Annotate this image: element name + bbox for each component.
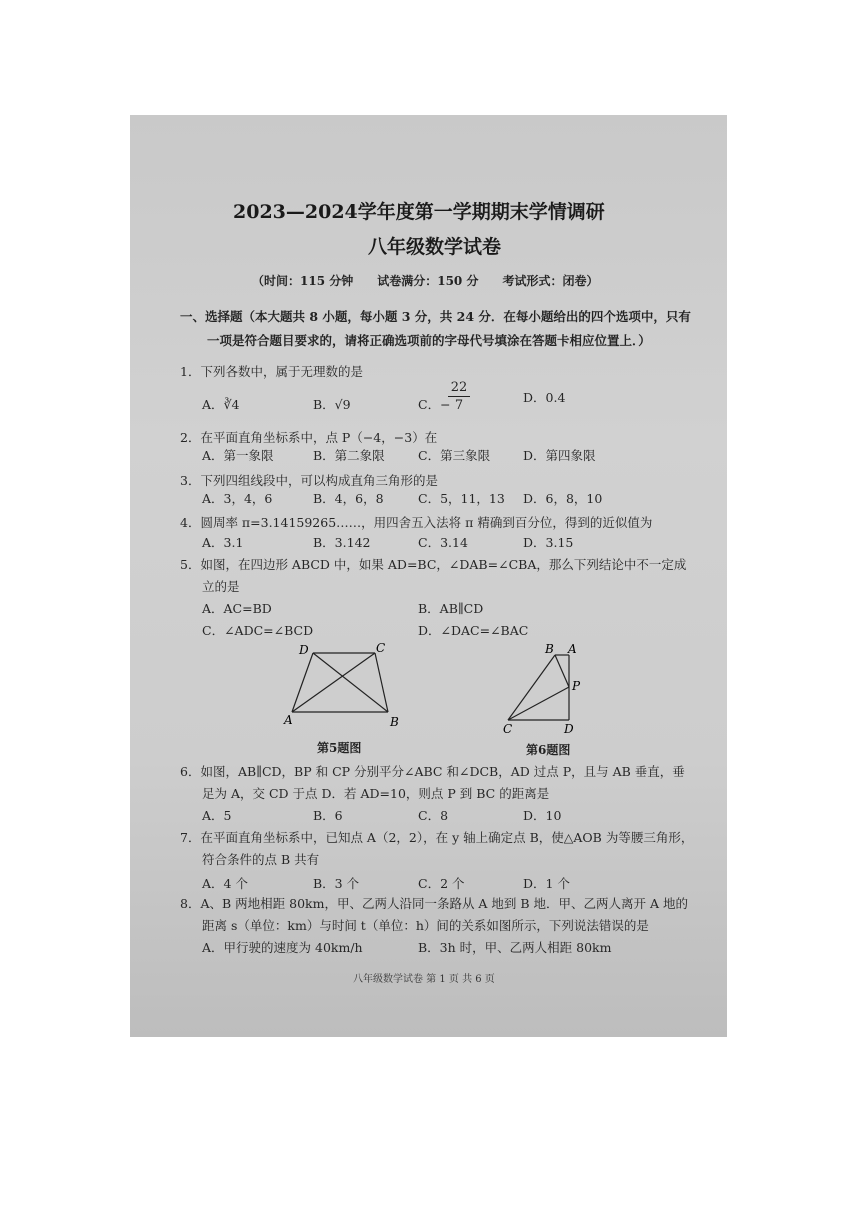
question-4-option-b: B．3.142	[313, 535, 371, 550]
question-6-option-a: A．5	[202, 808, 232, 823]
question-2-option-a: A．第一象限	[202, 448, 274, 463]
question-4-stem: 4．圆周率 π=3.14159265……，用四舍五入法将 π 精确到百分位，得到的近似值为	[180, 515, 653, 530]
fig5-label-b: B	[390, 715, 399, 729]
question-7-option-b: B．3 个	[313, 876, 360, 891]
question-7-stem-line-1: 7．在平面直角坐标系中，已知点 A（2，2），在 y 轴上确定点 B，使△AOB 为等腰三角形，	[180, 830, 694, 845]
question-7-option-d: D．1 个	[523, 876, 570, 891]
question-7-stem-line-2: 符合条件的点 B 共有	[202, 852, 320, 867]
question-3-option-c: C．5，11，13	[418, 491, 505, 506]
question-3-option-a: A．3，4，6	[202, 491, 273, 506]
fig6-label-a: A	[568, 642, 577, 656]
segment-bp	[555, 655, 569, 687]
fig5-label-c: C	[376, 641, 386, 655]
fig5-label-d: D	[299, 643, 309, 657]
question-4-option-a: A．3.1	[202, 535, 244, 550]
section-1-line-2: 一项是符合题目要求的，请将正确选项前的字母代号填涂在答题卡相应位置上．）	[207, 333, 651, 348]
question-5-stem-line-1: 5．如图，在四边形 ABCD 中，如果 AD=BC，∠DAB=∠CBA，那么下列结论中不一定成	[180, 557, 687, 572]
question-5-option-c: C．∠ADC=∠BCD	[202, 623, 314, 638]
question-6-option-d: D．10	[523, 808, 562, 823]
exam-info: （时间：115 分钟 试卷满分：150 分 考试形式：闭卷）	[252, 274, 599, 288]
question-4-option-d: D．3.15	[523, 535, 574, 550]
fig6-label-p: P	[572, 679, 581, 693]
segment-cp	[508, 687, 569, 720]
question-3-option-d: D．6，8，10	[523, 491, 603, 506]
segment-ad	[292, 653, 313, 712]
question-4-option-c: C．3.14	[418, 535, 468, 550]
question-6-option-b: B．6	[313, 808, 343, 823]
exam-title: 2023—2024学年度第一学期期末学情调研	[233, 201, 605, 223]
question-7-option-a: A．4 个	[202, 876, 248, 891]
diagonal-ac	[292, 653, 375, 712]
question-8-option-b: B．3h 时，甲、乙两人相距 80km	[418, 940, 612, 955]
question-1-option-b: B．√9	[313, 397, 351, 412]
question-2-option-b: B．第二象限	[313, 448, 385, 463]
question-6-stem-line-1: 6．如图，AB∥CD，BP 和 CP 分别平分∠ABC 和∠DCB，AD 过点 P，且与 AB 垂直，垂	[180, 764, 685, 779]
question-2-option-d: D．第四象限	[523, 448, 596, 463]
question-2-stem: 2．在平面直角坐标系中，点 P（−4，−3）在	[180, 430, 438, 445]
fig5-label-a: A	[284, 713, 293, 727]
figure-5-trapezoid	[280, 640, 400, 732]
page-footer: 八年级数学试卷 第 1 页 共 6 页	[353, 974, 495, 985]
fig6-label-b: B	[545, 642, 554, 656]
exam-subtitle: 八年级数学试卷	[368, 236, 502, 258]
question-8-stem-line-2: 距离 s（单位：km）与时间 t（单位：h）间的关系如图所示，下列说法错误的是	[202, 918, 649, 933]
figure-6-caption: 第6题图	[526, 743, 571, 757]
fraction-numerator: 22	[450, 380, 468, 395]
figure-5-caption: 第5题图	[317, 741, 362, 755]
fig6-label-c: C	[503, 722, 513, 736]
question-7-option-c: C．2 个	[418, 876, 465, 891]
question-5-option-d: D．∠DAC=∠BAC	[418, 623, 529, 638]
question-6-option-c: C．8	[418, 808, 449, 823]
question-3-stem: 3．下列四组线段中，可以构成直角三角形的是	[180, 473, 438, 488]
section-1-line-1: 一、选择题（本大题共 8 小题，每小题 3 分，共 24 分．在每小题给出的四个选项中，只有	[180, 309, 691, 324]
question-1-option-d: D．0.4	[523, 390, 566, 405]
question-5-option-b: B．AB∥CD	[418, 601, 484, 616]
question-1-option-c: C．−	[418, 397, 451, 412]
question-8-stem-line-1: 8．A、B 两地相距 80km，甲、乙两人沿同一条路从 A 地到 B 地．甲、乙两人离开 A 地的	[180, 896, 689, 911]
question-6-stem-line-2: 足为 A，交 CD 于点 D．若 AD=10，则点 P 到 BC 的距离是	[202, 786, 550, 801]
question-8-option-a: A．甲行驶的速度为 40km/h	[202, 940, 363, 955]
fraction-denominator: 7	[454, 398, 464, 413]
fig6-label-d: D	[564, 722, 574, 736]
question-3-option-b: B．4，6，8	[313, 491, 384, 506]
question-5-stem-line-2: 立的是	[202, 579, 240, 594]
question-1-stem: 1．下列各数中，属于无理数的是	[180, 364, 363, 379]
question-5-option-a: A．AC=BD	[202, 601, 272, 616]
question-1-fraction	[446, 380, 472, 413]
segment-bc	[508, 655, 555, 720]
question-1-option-a: A．∛4	[202, 397, 240, 412]
figure-6-triangle	[498, 640, 590, 738]
question-2-option-c: C．第三象限	[418, 448, 491, 463]
